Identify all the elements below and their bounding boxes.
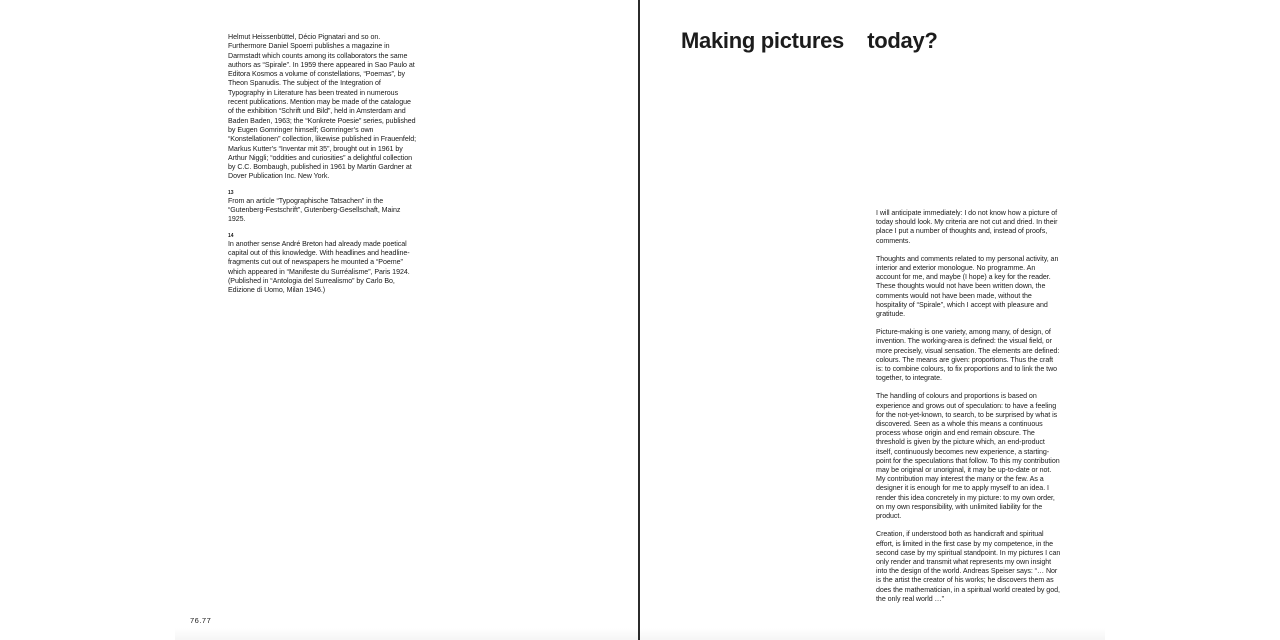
body-paragraph: I will anticipate immediately: I do not know how a picture of today should look. My criteria are not cut and dried. In their place I put a number of thoughts and, instead of proofs, comments. bbox=[876, 209, 1058, 245]
body-paragraph: Creation, if understood both as handicraft and spiritual effort, is limited in the first case by my competence, in the second case by my spiritual standpoint. In my pictures I can only render and transmit what represents my own insight into the design of the world. Andreas Speiser says: “… Nor is the artist the creator of his works; he discovers them as does the mathematician, in a spiritual world created by god, the only real world …” bbox=[876, 530, 1061, 603]
body-paragraph: Thoughts and comments related to my personal activity, an interior and exterior monologue. No programme. An account for me, and maybe (I hope) a key for the reader. These thoughts would not have been written down, the comments would not have been made, without the hospitality of “Spirale”, which I accept with pleasure and gratitude. bbox=[876, 254, 1059, 319]
footnote-number: 13 bbox=[228, 189, 234, 196]
footnote-text: In another sense André Breton had already made poetical capital out of this knowledge. With headlines and headline-fragments cut out of newspapers he mounted a “Poeme” which appeared in “Manifeste du Surréalisme”, Paris 1924. (Published in “Antologia del Surrealismo” by Carlo Bo, Edizione di Uomo, Milan 1946.) bbox=[228, 239, 410, 295]
page-number: 76.77 bbox=[190, 616, 212, 625]
page-bottom-shadow bbox=[175, 628, 1105, 640]
footnote-text: From an article “Typographische Tatsachen” in the “Gutenberg-Festschrift”, Gutenberg-Gesellschaft, Mainz 1925. bbox=[228, 196, 401, 224]
body-paragraph: Picture-making is one variety, among many, of design, of invention. The working-area is defined: the visual field, or more precisely, visual sensation. The elements are defined: colours. The means are given: proportions. Thus the craft is: to combine colours, to fix proportions and to link the two together, to integrate. bbox=[876, 328, 1060, 383]
left-page bbox=[0, 0, 639, 640]
footnote-number: 14 bbox=[228, 232, 234, 239]
article-title: Making pictures today? bbox=[681, 28, 938, 53]
right-text-column bbox=[876, 209, 1061, 613]
footnote-14 bbox=[228, 233, 418, 296]
left-text-column bbox=[228, 33, 418, 295]
page-gutter bbox=[638, 0, 640, 640]
footnote-13 bbox=[228, 190, 418, 225]
body-paragraph: Helmut Heissenbüttel, Décio Pignatari and so on. Furthermore Daniel Spoerri publishes a magazine in Darmstadt which counts among its collaborators the same authors as “Spirale”. In 1959 there appeared in Sao Paulo at Editora Kosmos a volume of constellations, “Poemas”, by Theon Spanudis. The subject of the Integration of Typography in Literature has been treated in numerous recent publications. Mention may be made of the catalogue of the exhibition “Schrift und Bild”, held in Amsterdam and Baden Baden, 1963; the “Konkrete Poesie” series, published by Eugen Gomringer himself; Gomringer’s own “Konstellationen” collection, likewise published in Frauenfeld; Markus Kutter’s “Inventar mit 35”, brought out in 1961 by Arthur Niggli; “oddities and curiosities” a delightful collection by C.C. Bombaugh, published in 1961 by Martin Gardner at Dover Publication Inc. New York. bbox=[228, 33, 417, 181]
right-page bbox=[641, 0, 1280, 640]
body-paragraph: The handling of colours and proportions is based on experience and grows out of speculation: to have a feeling for the not-yet-known, to search, to be surprised by what is discovered. Seen as a whole this means a continuous process whose origin and end remain obscure. The threshold is given by the picture which, an end-product itself, continuously becomes new experience, a starting-point for the speculations that follow. To this my contribution may be original or unoriginal, it may be up-to-date or not. My contribution may interest the many or the few. As a designer it is enough for me to apply myself to an idea. I render this idea concretely in my picture: to my own order, on my own responsibility, with unlimited liability for the product. bbox=[876, 392, 1060, 521]
